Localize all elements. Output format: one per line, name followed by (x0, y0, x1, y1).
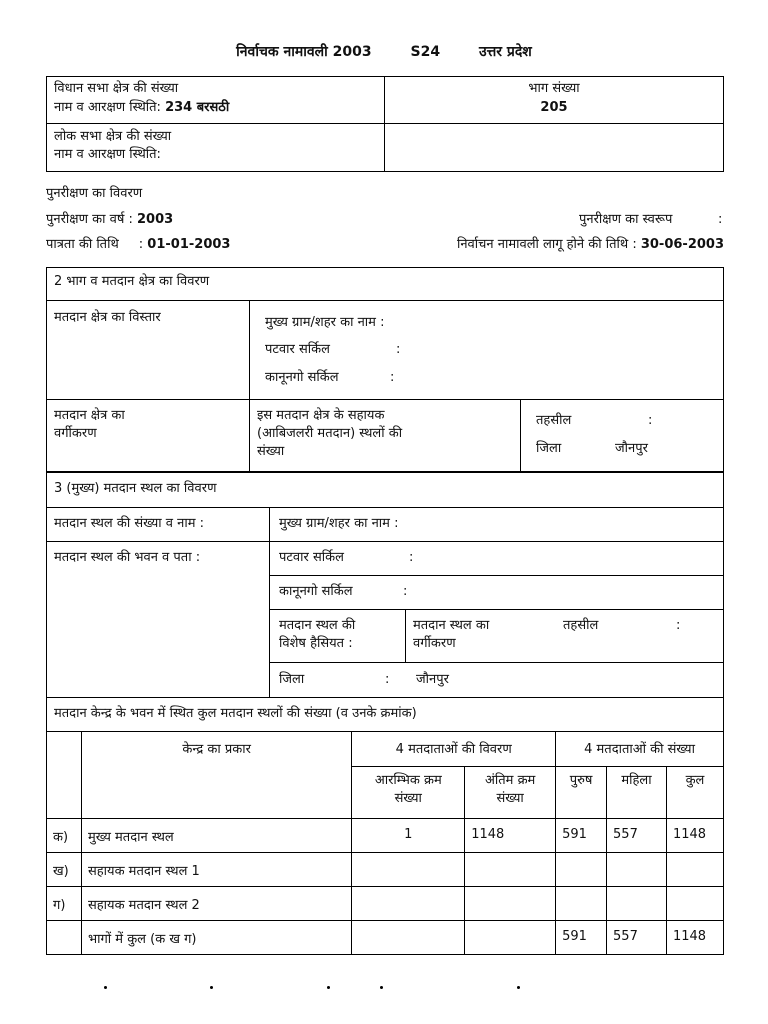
kanungo-label: कानूनगो सर्किल (265, 370, 339, 385)
tehsil-label: तहसील (536, 413, 572, 428)
col-count-header: 4 मतदाताओं की संख्या (556, 732, 724, 767)
vs-label: विधान सभा क्षेत्र की संख्या (54, 81, 179, 96)
effective-date: निर्वाचन नामावली लागू होने की तिथि : 30-06-2003 (456, 237, 724, 252)
district-label: जिला (536, 441, 562, 456)
sub-start-header: आरम्भिक क्रम संख्या (352, 767, 465, 819)
special-status-label: मतदान स्थल की (279, 618, 356, 633)
building-address-label: मतदान स्थल की भवन व पता : (54, 550, 201, 565)
sub-male-header: पुरुष (556, 767, 607, 819)
vs-value: 234 बरसठी (165, 100, 230, 115)
total-booths-label: मतदान केन्द्र के भवन में स्थित कुल मतदान स्थलों की संख्या (व उनके क्रमांक) (54, 706, 417, 721)
sub-total-header: कुल (666, 767, 723, 819)
col-type-header: केन्द्र का प्रकार (81, 732, 351, 819)
part-value: 205 (540, 100, 568, 115)
booth-district-label: जिला (279, 672, 305, 687)
table-row: ग) सहायक मतदान स्थल 2 (47, 887, 724, 921)
revision-nature-colon: : (718, 212, 723, 227)
cutoff-text-marks (0, 986, 768, 992)
extent-label: मतदान क्षेत्र का विस्तार (54, 310, 161, 325)
aux-booths-label: इस मतदान क्षेत्र के सहायक (257, 408, 385, 423)
part-label: भाग संख्या (528, 81, 580, 96)
booth-kanungo-label: कानूनगो सर्किल (279, 584, 353, 599)
booth-district-value: जौनपुर (416, 672, 449, 687)
revision-heading: पुनरीक्षण का विवरण (46, 186, 143, 201)
voter-count-table (46, 731, 724, 955)
state-name: उत्तर प्रदेश (478, 44, 532, 60)
section3-heading: 3 (मुख्य) मतदान स्थल का विवरण (54, 481, 217, 496)
roll-title: निर्वाचक नामावली 2003 (236, 44, 372, 60)
main-village-label: मुख्य ग्राम/शहर का नाम : (265, 315, 385, 330)
sub-end-header: अंतिम क्रम संख्या (465, 767, 556, 819)
ls-label: लोक सभा क्षेत्र की संख्या (54, 129, 172, 144)
col-details-header: 4 मतदाताओं की विवरण (352, 732, 556, 767)
table-row-total: भागों में कुल (क ख ग) 591 557 1148 (47, 921, 724, 955)
booth-main-village-label: मुख्य ग्राम/शहर का नाम : (279, 516, 399, 531)
patwar-label: पटवार सर्किल (265, 342, 330, 357)
ls-reservation: नाम व आरक्षण स्थिति: (54, 147, 161, 162)
section2-heading: 2 भाग व मतदान क्षेत्र का विवरण (54, 274, 210, 289)
section3-box (46, 472, 724, 732)
sub-female-header: महिला (607, 767, 667, 819)
booth-no-name-label: मतदान स्थल की संख्या व नाम : (54, 516, 204, 531)
state-code: S24 (410, 44, 441, 60)
booth-tehsil-label: तहसील (563, 618, 599, 633)
district-value: जौनपुर (615, 441, 648, 456)
table-row: क) मुख्य मतदान स्थल 1 1148 591 557 1148 (47, 819, 724, 853)
page-title (0, 42, 768, 61)
booth-class-label: मतदान स्थल का (413, 618, 490, 633)
class-label: मतदान क्षेत्र का (54, 408, 125, 423)
revision-nature: पुनरीक्षण का स्वरूप (579, 212, 673, 227)
eligibility-date: पात्रता की तिथि : 01-01-2003 (46, 237, 231, 252)
vs-reservation: नाम व आरक्षण स्थिति: 234 बरसठी (54, 100, 230, 115)
table-row: ख) सहायक मतदान स्थल 1 (47, 853, 724, 887)
revision-year: पुनरीक्षण का वर्ष : 2003 (46, 212, 174, 227)
booth-patwar-label: पटवार सर्किल (279, 550, 344, 565)
